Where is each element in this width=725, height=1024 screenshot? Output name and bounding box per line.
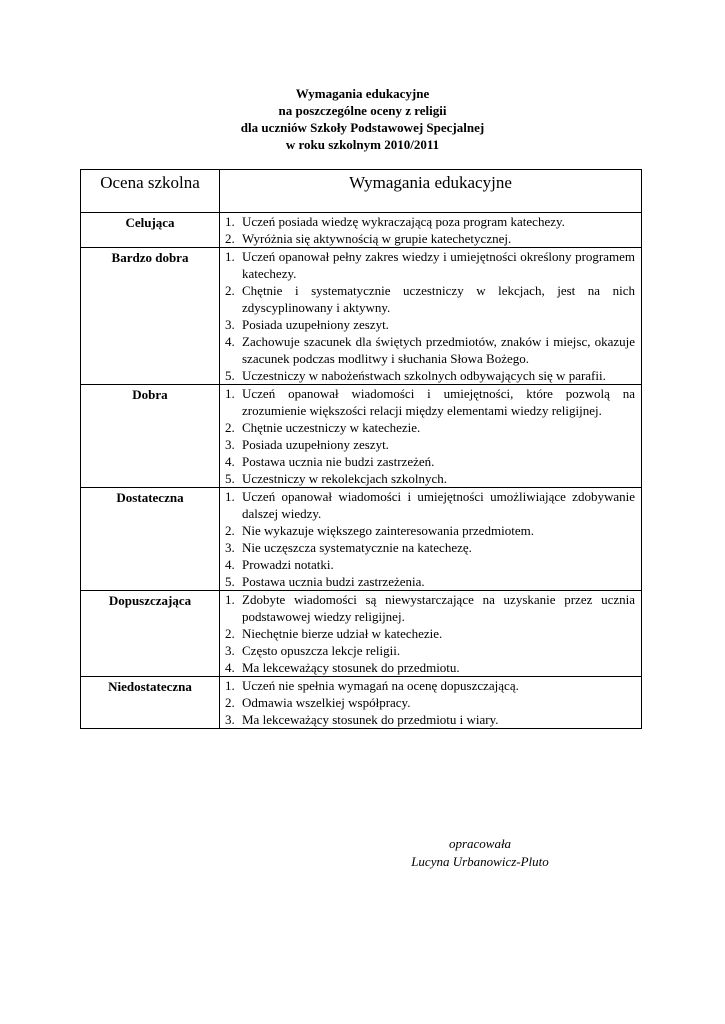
grade-cell: Dobra (81, 385, 220, 488)
item-number: 4. (225, 660, 235, 675)
title-line-4: w roku szkolnym 2010/2011 (285, 137, 440, 152)
item-text: Postawa ucznia nie budzi zastrzeżeń. (242, 454, 435, 469)
item-text: Nie wykazuje większego zainteresowania przedmiotem. (242, 523, 535, 538)
item-number: 2. (225, 231, 235, 246)
item-number: 3. (225, 437, 235, 452)
item-text: Zachowuje szacunek dla świętych przedmiotów, znaków i miejsc, okazuje szacunek podczas modlitwy i słuchania Słowa Bożego. (242, 334, 635, 366)
list-item (225, 711, 635, 728)
item-text: Chętnie i systematycznie uczestniczy w lekcjach, jest na nich zdyscyplinowany i aktywny. (242, 283, 635, 315)
title-line-2: na poszczególne oceny z religii (278, 103, 447, 118)
requirements-table (80, 169, 642, 729)
list-item (225, 453, 635, 470)
item-number: 1. (225, 489, 235, 504)
item-text: Uczeń nie spełnia wymagań na ocenę dopuszczającą. (242, 678, 519, 693)
grade-cell: Celująca (81, 213, 220, 248)
list-item (225, 333, 635, 367)
item-number: 5. (225, 574, 235, 589)
list-item (225, 642, 635, 659)
item-text: Postawa ucznia budzi zastrzeżenia. (242, 574, 425, 589)
item-number: 5. (225, 368, 235, 383)
item-number: 4. (225, 557, 235, 572)
list-item (225, 470, 635, 487)
requirements-cell (220, 213, 642, 248)
requirements-cell (220, 488, 642, 591)
signature-block (380, 835, 580, 871)
item-number: 1. (225, 214, 235, 229)
list-item (225, 488, 635, 522)
grade-cell: Dopuszczająca (81, 591, 220, 677)
item-number: 3. (225, 317, 235, 332)
list-item (225, 625, 635, 642)
list-item (225, 385, 635, 419)
item-number: 2. (225, 420, 235, 435)
list-item (225, 316, 635, 333)
list-item (225, 436, 635, 453)
column-header-requirements: Wymagania edukacyjne (220, 170, 642, 213)
item-text: Chętnie uczestniczy w katechezie. (242, 420, 421, 435)
item-text: Uczeń opanował wiadomości i umiejętności, które pozwolą na zrozumienie większości relacji między elementami wiedzy religijnej. (242, 386, 635, 418)
requirements-list (220, 488, 641, 590)
item-text: Ma lekceważący stosunek do przedmiotu. (242, 660, 460, 675)
grade-cell: Bardzo dobra (81, 248, 220, 385)
list-item (225, 591, 635, 625)
item-text: Uczestniczy w rekolekcjach szkolnych. (242, 471, 448, 486)
grade-cell: Dostateczna (81, 488, 220, 591)
list-item (225, 230, 635, 247)
item-text: Posiada uzupełniony zeszyt. (242, 437, 389, 452)
item-number: 3. (225, 712, 235, 727)
table-header-row (81, 170, 642, 213)
requirements-cell (220, 385, 642, 488)
list-item (225, 556, 635, 573)
item-number: 4. (225, 334, 235, 349)
item-number: 3. (225, 540, 235, 555)
item-number: 1. (225, 592, 235, 607)
document-title (0, 85, 725, 153)
signature-label: opracowała (448, 836, 512, 851)
requirements-list (220, 213, 641, 247)
table-row (81, 488, 642, 591)
item-text: Ma lekceważący stosunek do przedmiotu i wiary. (242, 712, 499, 727)
requirements-list (220, 385, 641, 487)
list-item (225, 539, 635, 556)
requirements-list (220, 677, 641, 728)
list-item (225, 248, 635, 282)
item-text: Odmawia wszelkiej współpracy. (242, 695, 411, 710)
item-number: 1. (225, 386, 235, 401)
item-number: 2. (225, 626, 235, 641)
list-item (225, 213, 635, 230)
list-item (225, 419, 635, 436)
item-text: Uczeń opanował pełny zakres wiedzy i umiejętności określony programem katechezy. (242, 249, 635, 281)
item-text: Uczeń opanował wiadomości i umiejętności umożliwiające zdobywanie dalszej wiedzy. (242, 489, 635, 521)
list-item (225, 522, 635, 539)
item-number: 5. (225, 471, 235, 486)
list-item (225, 573, 635, 590)
requirements-list (220, 248, 641, 384)
list-item (225, 659, 635, 676)
item-text: Niechętnie bierze udział w katechezie. (242, 626, 443, 641)
requirements-cell (220, 677, 642, 729)
item-text: Nie uczęszcza systematycznie na katechezę. (242, 540, 472, 555)
title-line-3: dla uczniów Szkoły Podstawowej Specjalnej (240, 120, 485, 135)
table-row (81, 248, 642, 385)
requirements-cell (220, 248, 642, 385)
item-text: Prowadzi notatki. (242, 557, 334, 572)
item-text: Często opuszcza lekcje religii. (242, 643, 401, 658)
list-item (225, 282, 635, 316)
item-text: Posiada uzupełniony zeszyt. (242, 317, 389, 332)
column-header-grade: Ocena szkolna (81, 170, 220, 213)
title-line-1: Wymagania edukacyjne (295, 86, 430, 101)
requirements-list (220, 591, 641, 676)
table-row (81, 677, 642, 729)
grade-cell: Niedostateczna (81, 677, 220, 729)
item-number: 1. (225, 678, 235, 693)
table-row (81, 213, 642, 248)
item-text: Zdobyte wiadomości są niewystarczające na uzyskanie przez ucznia podstawowej wiedzy religijnej. (242, 592, 635, 624)
signature-author: Lucyna Urbanowicz-Pluto (411, 854, 549, 869)
list-item (225, 694, 635, 711)
list-item (225, 367, 635, 384)
item-text: Uczeń posiada wiedzę wykraczającą poza program katechezy. (242, 214, 565, 229)
item-text: Wyróżnia się aktywnością w grupie katechetycznej. (242, 231, 512, 246)
item-number: 2. (225, 695, 235, 710)
item-text: Uczestniczy w nabożeństwach szkolnych odbywających się w parafii. (242, 368, 606, 383)
table-row (81, 591, 642, 677)
item-number: 2. (225, 283, 235, 298)
item-number: 2. (225, 523, 235, 538)
item-number: 1. (225, 249, 235, 264)
requirements-cell (220, 591, 642, 677)
item-number: 3. (225, 643, 235, 658)
table-row (81, 385, 642, 488)
list-item (225, 677, 635, 694)
item-number: 4. (225, 454, 235, 469)
